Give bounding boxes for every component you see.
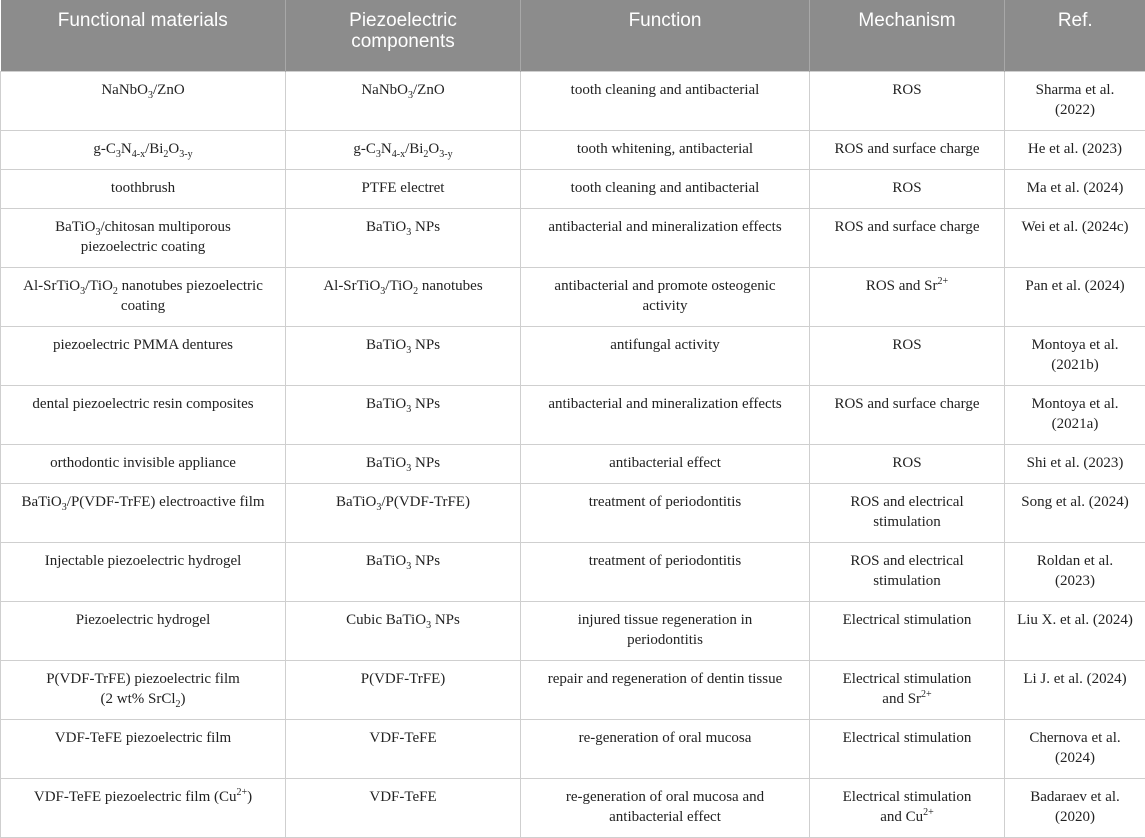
cell-component: BaTiO$_3$ NPs: [286, 208, 521, 267]
table-row: [1, 130, 1145, 169]
table-row: [1, 601, 1145, 660]
table-row: [1, 542, 1145, 601]
cell-ref: Shi et al. (2023): [1005, 444, 1145, 483]
cell-mechanism: ROS: [810, 71, 1005, 130]
header-piezoelectric-components: [286, 0, 521, 71]
cell-function: tooth cleaning and antibacterial: [521, 169, 810, 208]
cell-ref: Montoya et al. (2021b): [1005, 326, 1145, 385]
cell-function: treatment of periodontitis: [521, 483, 810, 542]
table-row: [1, 208, 1145, 267]
table-row: [1, 660, 1145, 719]
cell-function: antibacterial and mineralization effects: [521, 385, 810, 444]
cell-ref: Sharma et al. (2022): [1005, 71, 1145, 130]
cell-material: Al-SrTiO$_3$/TiO$_2$ nanotubes piezoelectric coating: [1, 267, 286, 326]
cell-mechanism: Electrical stimulation and $Sr^{2+}$: [810, 660, 1005, 719]
cell-function: re-generation of oral mucosa and antibacterial effect: [521, 778, 810, 837]
cell-ref: Badaraev et al. (2020): [1005, 778, 1145, 837]
header-function: [521, 0, 810, 71]
cell-mechanism: ROS and surface charge: [810, 130, 1005, 169]
cell-ref: Song et al. (2024): [1005, 483, 1145, 542]
table-row: [1, 267, 1145, 326]
cell-mechanism: ROS and $Sr^{2+}$: [810, 267, 1005, 326]
cell-function: tooth whitening, antibacterial: [521, 130, 810, 169]
header-label: Function: [628, 10, 702, 31]
cell-material: NaNbO$_3$/ZnO: [1, 71, 286, 130]
header-functional-materials: [1, 0, 286, 71]
header-label: Functional materials: [57, 10, 228, 31]
cell-component: NaNbO$_3$/ZnO: [286, 71, 521, 130]
header-ref: [1005, 0, 1145, 71]
cell-component: BaTiO$_3$/P(VDF-TrFE): [286, 483, 521, 542]
table-row: [1, 778, 1145, 837]
cell-material: BaTiO$_3$/P(VDF-TrFE) electroactive film: [1, 483, 286, 542]
cell-material: P(VDF-TrFE) piezoelectric film (2 wt% SrCl$_2$): [1, 660, 286, 719]
cell-material: toothbrush: [1, 169, 286, 208]
cell-mechanism: ROS: [810, 326, 1005, 385]
cell-component: Al-SrTiO$_3$/TiO$_2$ nanotubes: [286, 267, 521, 326]
cell-material: VDF-TeFE piezoelectric film: [1, 719, 286, 778]
cell-material: piezoelectric PMMA dentures: [1, 326, 286, 385]
table-row: [1, 326, 1145, 385]
table-row: [1, 719, 1145, 778]
table-row: [1, 385, 1145, 444]
cell-component: BaTiO$_3$ NPs: [286, 385, 521, 444]
header-label: Mechanism: [858, 10, 956, 31]
cell-function: antibacterial effect: [521, 444, 810, 483]
cell-material: Injectable piezoelectric hydrogel: [1, 542, 286, 601]
cell-component: Cubic BaTiO$_3$ NPs: [286, 601, 521, 660]
cell-mechanism: Electrical stimulation and $Cu^{2+}$: [810, 778, 1005, 837]
cell-component: PTFE electret: [286, 169, 521, 208]
header-row: [1, 0, 1145, 71]
cell-ref: Liu X. et al. (2024): [1005, 601, 1145, 660]
cell-function: treatment of periodontitis: [521, 542, 810, 601]
cell-function: re-generation of oral mucosa: [521, 719, 810, 778]
cell-mechanism: Electrical stimulation: [810, 719, 1005, 778]
cell-function: tooth cleaning and antibacterial: [521, 71, 810, 130]
cell-function: antibacterial and promote osteogenic activity: [521, 267, 810, 326]
header-mechanism: [810, 0, 1005, 71]
cell-ref: He et al. (2023): [1005, 130, 1145, 169]
cell-component: P(VDF-TrFE): [286, 660, 521, 719]
cell-function: repair and regeneration of dentin tissue: [521, 660, 810, 719]
cell-mechanism: ROS and electrical stimulation: [810, 542, 1005, 601]
cell-component: BaTiO$_3$ NPs: [286, 326, 521, 385]
cell-ref: Li J. et al. (2024): [1005, 660, 1145, 719]
cell-material: orthodontic invisible appliance: [1, 444, 286, 483]
cell-mechanism: ROS and surface charge: [810, 385, 1005, 444]
cell-mechanism: ROS and electrical stimulation: [810, 483, 1005, 542]
cell-function: antibacterial and mineralization effects: [521, 208, 810, 267]
cell-function: antifungal activity: [521, 326, 810, 385]
cell-material: Piezoelectric hydrogel: [1, 601, 286, 660]
cell-component: VDF-TeFE: [286, 719, 521, 778]
header-label: Piezoelectric: [349, 10, 457, 31]
cell-material: $g-C_3N_{4-x}/Bi_2O_{3-y}$: [1, 130, 286, 169]
header-label: Ref.: [1057, 10, 1093, 31]
cell-material: dental piezoelectric resin composites: [1, 385, 286, 444]
table-row: [1, 71, 1145, 130]
cell-ref: Ma et al. (2024): [1005, 169, 1145, 208]
cell-component: BaTiO$_3$ NPs: [286, 542, 521, 601]
header-label: components: [351, 31, 455, 52]
cell-component: $g-C_3N_{4-x}/Bi_2O_{3-y}$: [286, 130, 521, 169]
table-row: [1, 483, 1145, 542]
cell-ref: Pan et al. (2024): [1005, 267, 1145, 326]
cell-component: VDF-TeFE: [286, 778, 521, 837]
cell-ref: Roldan et al. (2023): [1005, 542, 1145, 601]
cell-mechanism: Electrical stimulation: [810, 601, 1005, 660]
cell-mechanism: ROS: [810, 444, 1005, 483]
cell-material: VDF-TeFE piezoelectric film $(Cu^{2+})$: [1, 778, 286, 837]
table-row: [1, 169, 1145, 208]
cell-function: injured tissue regeneration in periodontitis: [521, 601, 810, 660]
cell-ref: Chernova et al. (2024): [1005, 719, 1145, 778]
cell-ref: Wei et al. (2024c): [1005, 208, 1145, 267]
cell-material: BaTiO$_3$/chitosan multiporous piezoelectric coating: [1, 208, 286, 267]
cell-component: BaTiO$_3$ NPs: [286, 444, 521, 483]
table-row: [1, 444, 1145, 483]
cell-mechanism: ROS: [810, 169, 1005, 208]
cell-mechanism: ROS and surface charge: [810, 208, 1005, 267]
cell-ref: Montoya et al. (2021a): [1005, 385, 1145, 444]
